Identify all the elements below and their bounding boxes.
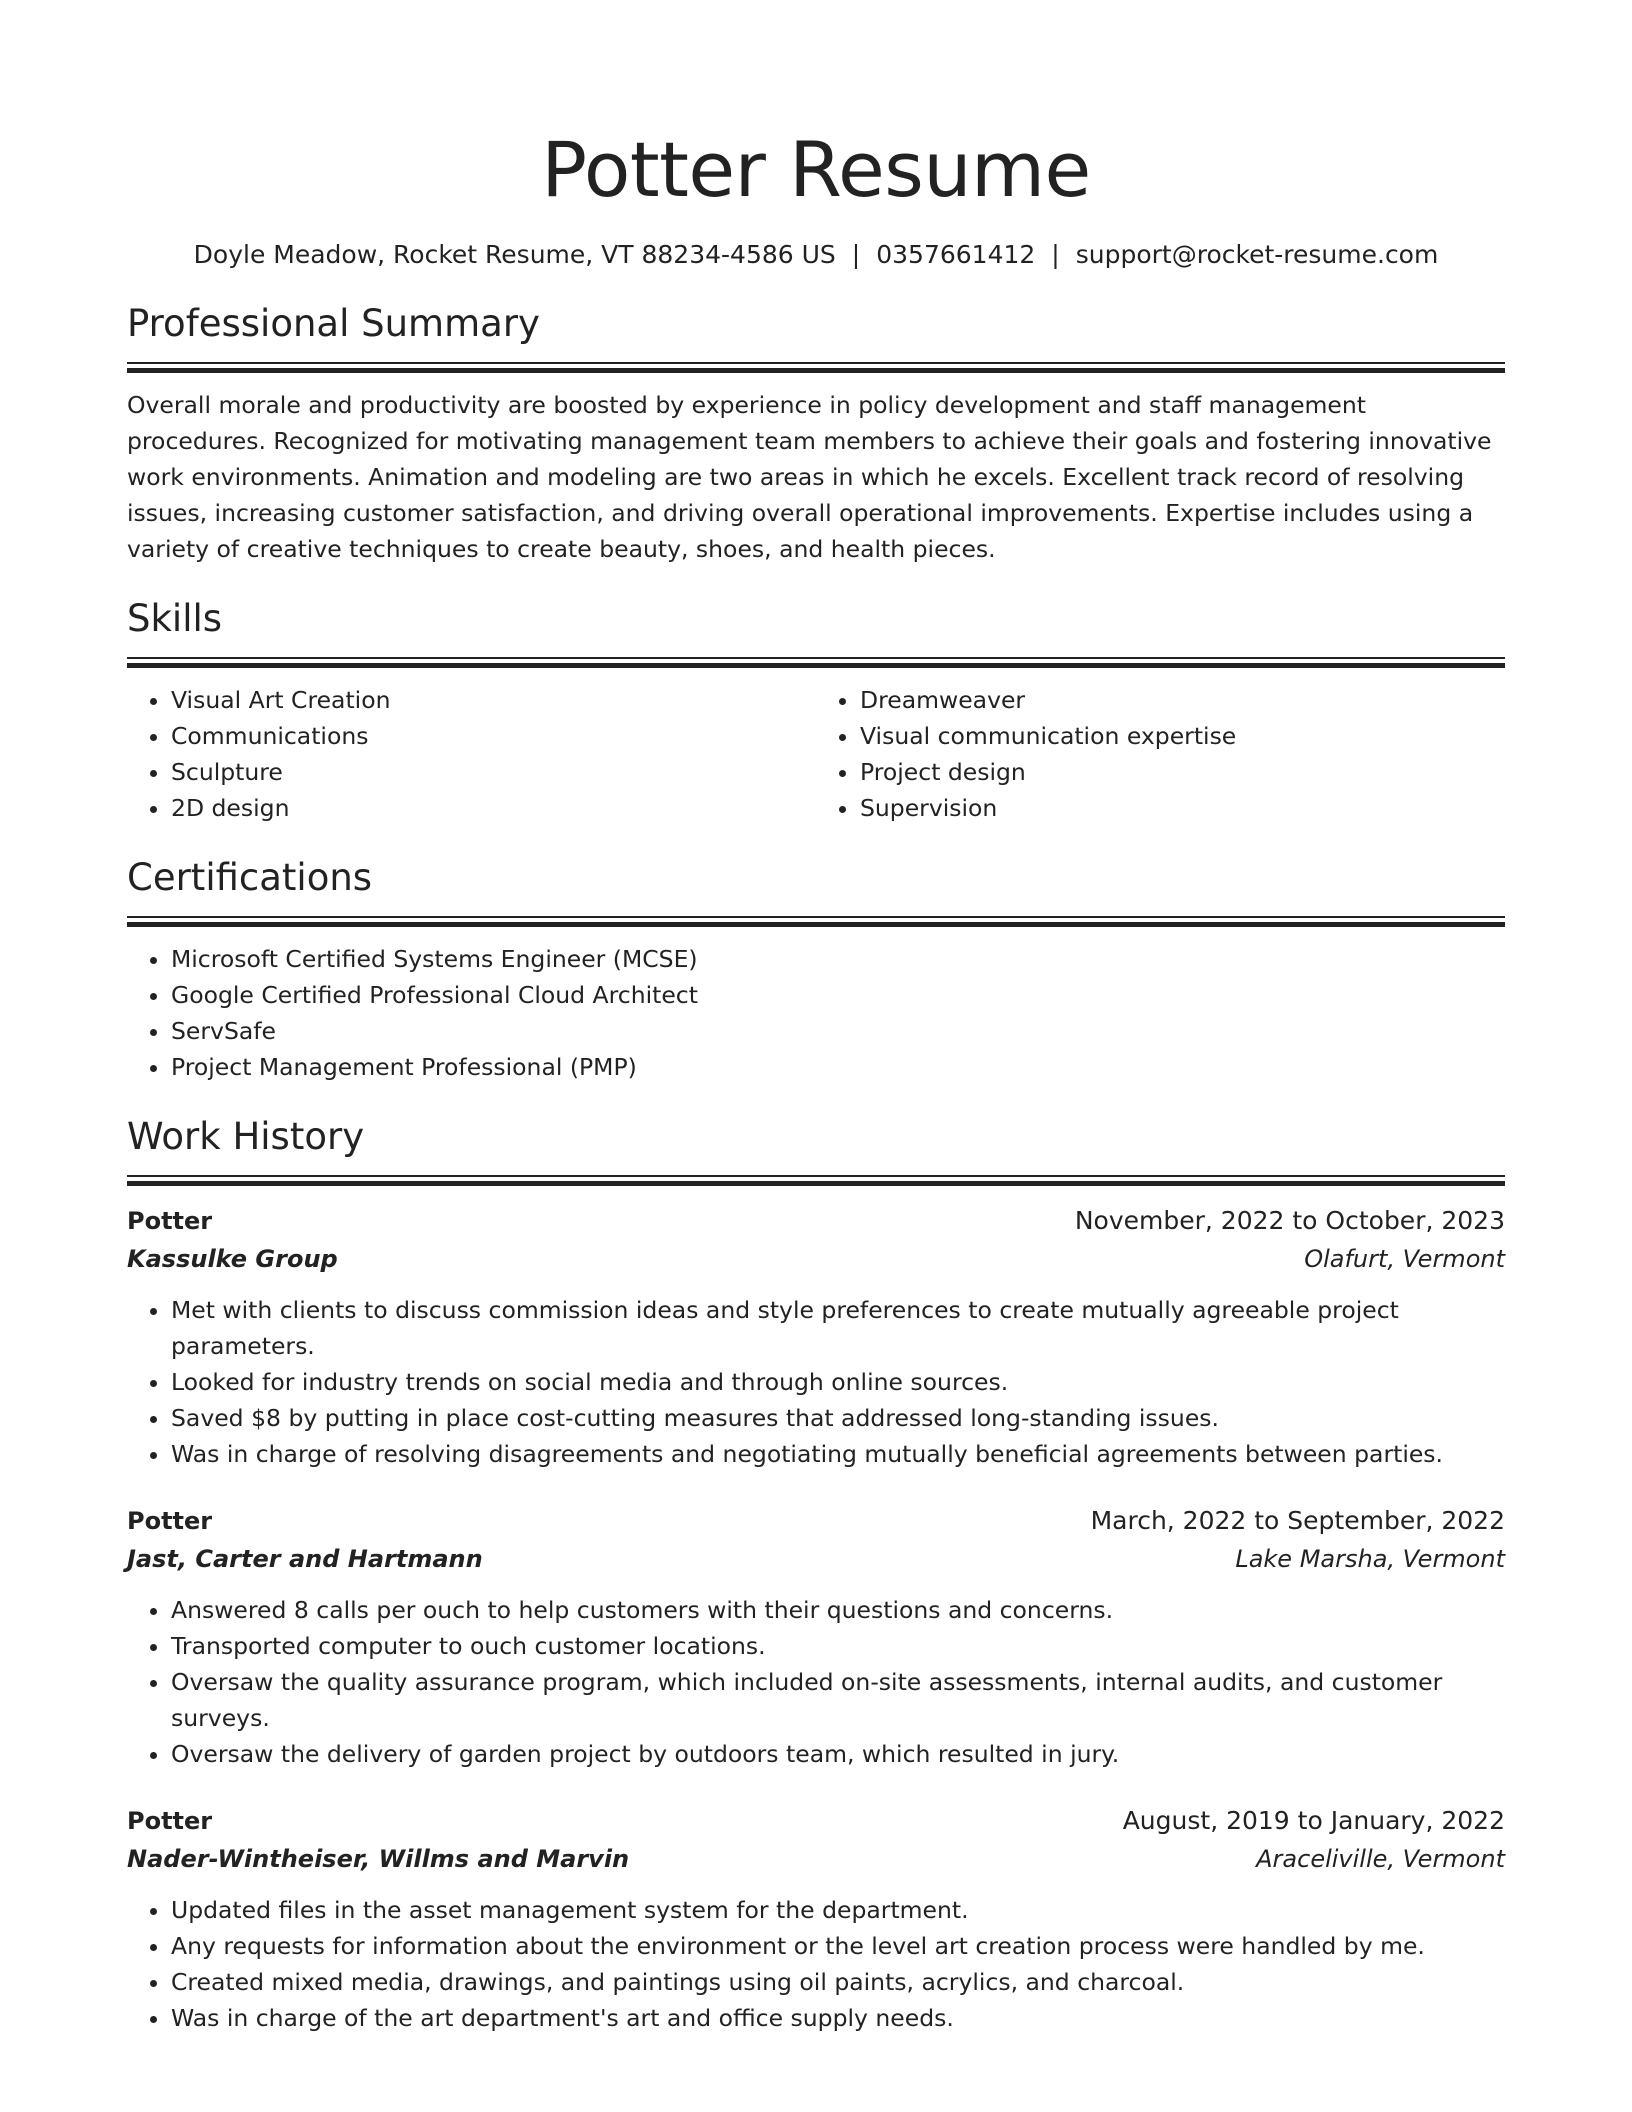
job-bullet: • Updated files in the asset management system for the department. [171,1892,1505,1928]
job-location: Araceliville, Vermont [1256,1845,1505,1873]
certification-item: • Microsoft Certified Systems Engineer (MCSE) [171,941,1505,977]
job-location: Lake Marsha, Vermont [1235,1545,1505,1573]
certification-item: • ServSafe [171,1013,1505,1049]
certification-item: • Project Management Professional (PMP) [171,1049,1505,1085]
job-bullet: • Was in charge of resolving disagreements and negotiating mutually beneficial agreements between parties. [171,1436,1505,1472]
skill-item: • Visual Art Creation [171,682,816,718]
skill-item: • Communications [171,718,816,754]
section-title: Certifications [127,856,373,899]
job-company: Kassulke Group [127,1245,338,1273]
contact-phone: 0357661412 [876,240,1036,269]
job-bullet: • Was in charge of the art department's art and office supply needs. [171,2000,1505,2036]
job-header-row [127,1802,1505,1840]
job-location: Olafurt, Vermont [1304,1245,1505,1273]
section-skills [127,595,1505,826]
job-entry [127,1202,1505,1472]
section-work-history [127,1113,1505,2036]
skill-item: • Supervision [860,790,1505,826]
job-bullet: • Looked for industry trends on social media and through online sources. [171,1364,1505,1400]
job-bullet: • Met with clients to discuss commission ideas and style preferences to create mutually agreeable project parameters. [171,1292,1505,1364]
job-bullet: • Any requests for information about the environment or the level art creation process were handled by me. [171,1928,1505,1964]
skill-item: • Sculpture [171,754,816,790]
job-dates: March, 2022 to September, 2022 [1090,1506,1505,1535]
section-certifications [127,854,1505,1085]
skill-item: • 2D design [171,790,816,826]
job-company: Nader-Wintheiser, Willms and Marvin [127,1845,630,1873]
contact-separator: | [851,240,861,269]
job-bullet: • Oversaw the delivery of garden project by outdoors team, which resulted in jury. [171,1736,1505,1772]
job-bullet: • Answered 8 calls per ouch to help customers with their questions and concerns. [171,1592,1505,1628]
section-divider [127,916,1505,927]
job-bullet: • Created mixed media, drawings, and paintings using oil paints, acrylics, and charcoal. [171,1964,1505,2000]
contact-email: support@rocket-resume.com [1075,240,1439,269]
job-bullets [127,1892,1505,2036]
skills-grid [127,682,1505,826]
summary-text: Overall morale and productivity are boosted by experience in policy development and staff management procedures. Recognized for motivating management team members to achieve their goals and fostering innovative work environments. Animation and modeling are two areas in which he excels. Excellent track record of resolving issues, increasing customer satisfaction, and driving overall operational improvements. Expertise includes using a variety of creative techniques to create beauty, shoes, and health pieces. [127,391,1492,563]
job-company-row [127,1240,1505,1278]
contact-address: Doyle Meadow, Rocket Resume, VT 88234-4586 US [193,240,836,269]
section-title: Skills [127,597,223,640]
certifications-list [127,941,1505,1085]
job-entry [127,1502,1505,1772]
job-bullet: • Transported computer to ouch customer locations. [171,1628,1505,1664]
job-title: Potter [127,1207,213,1235]
contact-line [127,238,1505,272]
job-dates: November, 2022 to October, 2023 [1074,1206,1505,1235]
skill-item: • Project design [860,754,1505,790]
resume-name: Potter Resume [541,125,1091,214]
job-title: Potter [127,1807,213,1835]
section-divider [127,1175,1505,1186]
section-professional-summary [127,300,1505,567]
job-bullet: • Oversaw the quality assurance program, which included on-site assessments, internal audits, and customer surveys. [171,1664,1505,1736]
section-divider [127,362,1505,373]
job-header-row [127,1502,1505,1540]
skills-list-right [816,682,1505,826]
section-title: Work History [127,1115,365,1158]
job-entry [127,1802,1505,2036]
section-title: Professional Summary [127,302,540,345]
job-bullets [127,1292,1505,1472]
skill-item: • Visual communication expertise [860,718,1505,754]
job-company: Jast, Carter and Hartmann [127,1545,483,1573]
skill-item: • Dreamweaver [860,682,1505,718]
job-dates: August, 2019 to January, 2022 [1122,1806,1505,1835]
contact-separator: | [1051,240,1060,269]
job-title: Potter [127,1507,213,1535]
job-bullets [127,1592,1505,1772]
job-header-row [127,1202,1505,1240]
section-divider [127,657,1505,668]
job-company-row [127,1840,1505,1878]
job-bullet: • Saved $8 by putting in place cost-cutting measures that addressed long-standing issues. [171,1400,1505,1436]
skills-list-left [127,682,816,826]
job-company-row [127,1540,1505,1578]
certification-item: • Google Certified Professional Cloud Architect [171,977,1505,1013]
